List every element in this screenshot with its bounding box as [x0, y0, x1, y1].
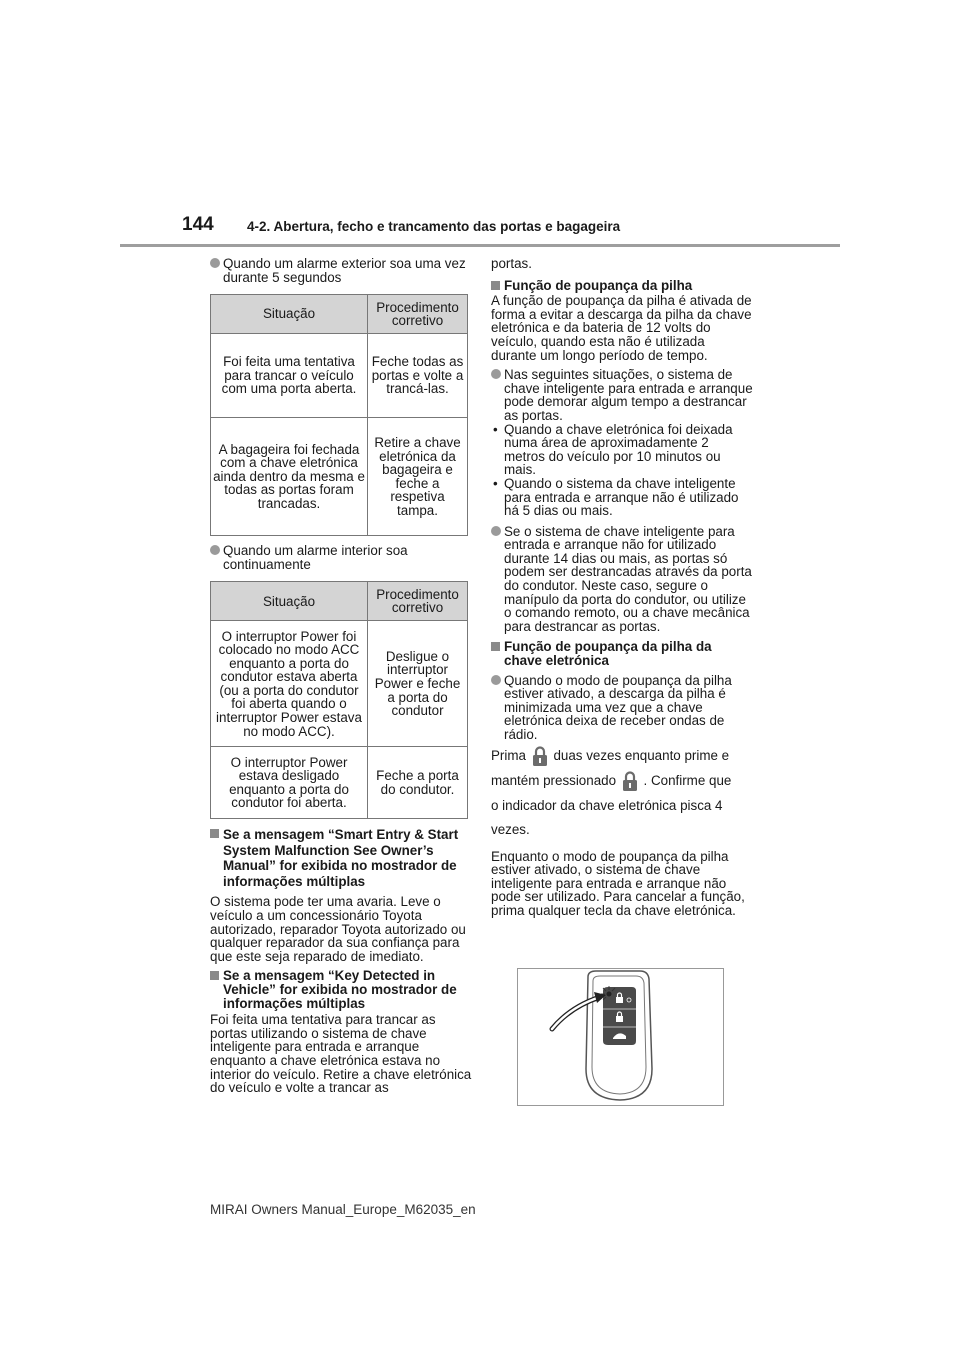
instruction-line: Prima duas vezes enquanto prime e [491, 744, 753, 768]
instruction-line: vezes. [491, 821, 530, 837]
table-cell: Desligue o interruptor Power e feche a porta do condutor [368, 621, 468, 747]
electronic-key-figure [517, 968, 724, 1106]
instruction-line: mantém pressionado . Confirme que [491, 768, 753, 794]
square-bullet-icon [210, 971, 219, 980]
paragraph: Foi feita uma tentativa para trancar as portas utilizando o sistema de chave inteligente para entrada e arranque enquanto a chave eletrónica estava no interior do veículo. Retire a chave eletrónica do veículo e volte a trancar as [210, 1012, 472, 1096]
right-column [491, 257, 753, 918]
table-row [211, 418, 468, 536]
electronic-key-illustration [518, 969, 723, 1105]
table-cell: O interruptor Power foi colocado no modo ACC enquanto a porta do condutor estava aberta (ou a porta do condutor foi aberta quando o interruptor Power estava no modo ACC). [211, 621, 368, 747]
table-cell: A bagageira foi fechada com a chave eletrónica ainda dentro da mesma e todas as portas foram trancadas. [211, 418, 368, 536]
square-bullet-icon [491, 281, 500, 290]
bullet-battery-saving-mode: Quando o modo de poupança da pilha estiver ativado, a descarga da pilha é minimizada uma vez que a chave eletrónica deixa de receber ondas de rádio. [491, 674, 753, 742]
sub-bullet-icon: • [493, 421, 498, 437]
sub-item: • Quando a chave eletrónica foi deixada numa área de aproximadamente 2 metros do veículo por 10 minutos ou mais. [493, 421, 733, 478]
heading-key-battery-saving: Função de poupança da pilha da chave eletrónica [491, 640, 753, 667]
table-row [211, 334, 468, 418]
paragraph-continuation: portas. [491, 256, 532, 271]
table-row [211, 621, 468, 747]
interior-alarm-table [210, 581, 468, 819]
footer-manual-id: MIRAI Owners Manual_Europe_M62035_en [210, 1202, 476, 1217]
header-situacao: Situação [211, 582, 368, 621]
instruction-line: o indicador da chave eletrónica pisca 4 [491, 797, 723, 813]
heading-battery-saving: Função de poupança da pilha [491, 279, 753, 293]
sub-bullet-icon: • [493, 475, 498, 491]
bullet-interior-alarm: Quando um alarme interior soa continuamente [210, 544, 472, 571]
paragraph: A função de poupança da pilha é ativada de forma a evitar a descarga da pilha da chave eletrónica e da bateria de 12 volts do veículo, quando esta não é utilizada durante um longo período de tempo. [491, 293, 752, 363]
heading-smart-entry-malfunction: Se a mensagem “Smart Entry & Start System Malfunction See Owner’s Manual” for exibida no mostrador de informações múltiplas [210, 827, 472, 889]
table-cell: Retire a chave eletrónica da bagageira e feche a respetiva tampa. [368, 418, 468, 536]
header-procedimento: Procedimento corretivo [368, 295, 468, 334]
bullet-exterior-alarm: Quando um alarme exterior soa uma vez durante 5 segundos [210, 257, 472, 284]
paragraph: O sistema pode ter uma avaria. Leve o veículo a um concessionário Toyota autorizado, reparador Toyota autorizado ou qualquer reparador da sua confiança para que este seja reparado de imediato. [210, 894, 466, 964]
square-bullet-icon [210, 829, 219, 838]
header-procedimento: Procedimento corretivo [368, 582, 468, 621]
table-cell: Feche todas as portas e volte a trancá-las. [368, 334, 468, 418]
paragraph: Enquanto o modo de poupança da pilha estiver ativado, o sistema de chave inteligente para entrada e arranque não pode ser utilizado. Para cancelar a função, prima qualquer tecla da chave eletrónica. [491, 848, 745, 918]
square-bullet-icon [491, 642, 500, 651]
bullet-delay-situations: Nas seguintes situações, o sistema de chave inteligente para entrada e arranque pode demorar algum tempo a destrancar as portas. [491, 368, 753, 422]
header-situacao: Situação [211, 295, 368, 334]
exterior-alarm-table [210, 294, 468, 536]
table-cell: Foi feita uma tentativa para trancar o veículo com uma porta aberta. [211, 334, 368, 418]
bullet-14-days: Se o sistema de chave inteligente para entrada e arranque não for utilizado durante 14 dias ou mais, as portas só podem ser destrancadas através da porta do condutor. Neste caso, segure o manípulo da porta do condutor, ou utilize o comando remoto, ou a chave mecânica para destrancar as portas. [491, 525, 753, 634]
header-rule [120, 244, 840, 247]
page-number: 144 [182, 214, 214, 235]
bullet-icon [210, 545, 220, 555]
table-cell: Feche a porta do condutor. [368, 747, 468, 819]
bullet-icon [491, 526, 501, 536]
sub-item: • Quando o sistema da chave inteligente para entrada e arranque não é utilizado há 5 dias ou mais. [493, 475, 739, 519]
table-row [211, 747, 468, 819]
unlock-button-icon [620, 770, 640, 792]
table-cell: O interruptor Power estava desligado enquanto a porta do condutor foi aberta. [211, 747, 368, 819]
heading-key-detected: Se a mensagem “Key Detected in Vehicle” for exibida no mostrador de informações múltiplas [210, 969, 472, 1010]
lock-button-icon [530, 745, 550, 767]
table-header-row [211, 582, 468, 621]
left-column [210, 257, 472, 1095]
bullet-icon [210, 258, 220, 268]
bullet-icon [491, 369, 501, 379]
table-header-row [211, 295, 468, 334]
chapter-title: 4-2. Abertura, fecho e trancamento das portas e bagageira [247, 219, 621, 234]
bullet-icon [491, 675, 501, 685]
